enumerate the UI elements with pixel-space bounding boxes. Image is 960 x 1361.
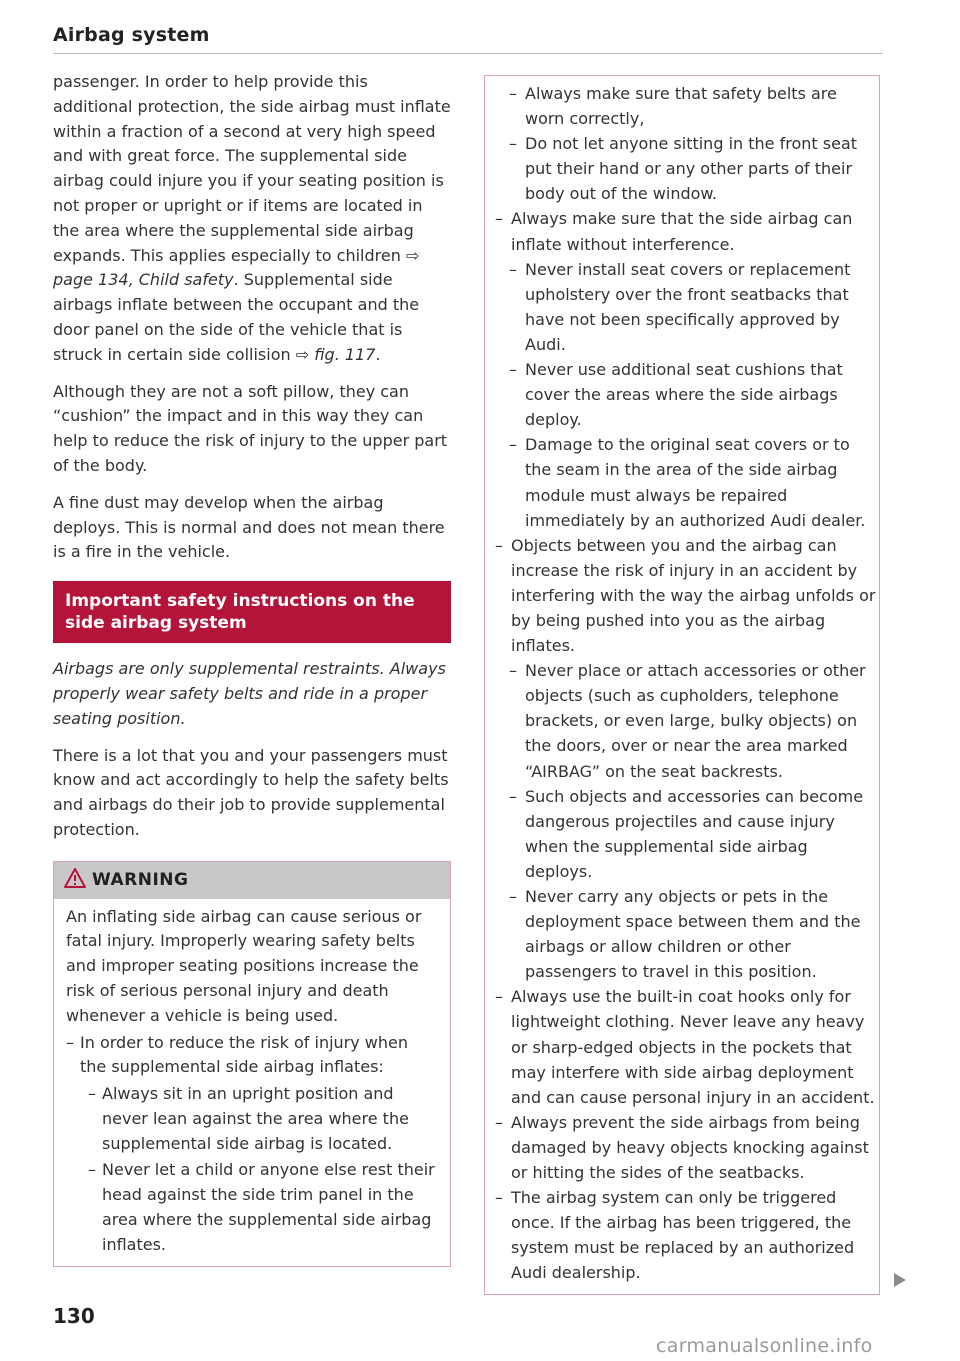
paragraph-text: . Supplemental side airbags inflate between the occupant and the door panel on the side of the vehicle that is struck in certain side collision [53, 270, 420, 364]
page-header [53, 24, 883, 54]
warning-triangle-icon [64, 868, 86, 888]
sub-bullet: – Such objects and accessories can become dangerous projectiles and cause injury when the supplemental side airbag deploys. [485, 784, 879, 884]
play-arrow-icon[interactable] [892, 1271, 908, 1289]
bullet: – The airbag system can only be triggered once. If the airbag has been triggered, the system must be replaced by an authorized Audi dealership. [485, 1185, 879, 1285]
sub-bullet: – Always make sure that safety belts are worn correctly, [485, 81, 879, 131]
warning-bullet: – In order to reduce the risk of injury when the supplemental side airbag inflates: [66, 1031, 438, 1081]
chapter-title: Airbag system [53, 24, 210, 46]
warning-box [53, 861, 451, 1267]
warning-continuation-box [484, 75, 880, 1295]
paragraph-fine-dust: A fine dust may develop when the airbag deploys. This is normal and does not mean there is a fire in the vehicle. [53, 492, 445, 562]
paragraph-passengers: There is a lot that you and your passengers must know and act accordingly to help the safety belts and airbags do their job to provide supplemental protection. [53, 745, 449, 839]
cross-reference-fig-117[interactable]: ⇨ fig. 117 [295, 344, 376, 364]
left-column [53, 70, 451, 1267]
section-lead: Airbags are only supplemental restraints. Always properly wear safety belts and ride in a proper seating position. [53, 659, 446, 728]
warning-intro: An inflating side airbag can cause serious or fatal injury. Improperly wearing safety belts and improper seating positions increase the risk of serious personal injury and death whenever a vehicle is being used. [66, 906, 422, 1025]
warning-body [54, 899, 450, 1266]
bullet: – Always prevent the side airbags from being damaged by heavy objects knocking against or hitting the sides of the seatbacks. [485, 1110, 879, 1185]
sub-bullet: – Never use additional seat cushions that cover the areas where the side airbags deploy. [485, 357, 879, 432]
section-heading: Important safety instructions on the side airbag system [53, 581, 451, 643]
paragraph-text: passenger. In order to help provide this additional protection, the side airbag must inflate within a fraction of a second at very high speed and with great force. The supplemental side airbag could injure you if your seating position is not proper or upright or if items are located in the area where the supplemental side airbag expands. This applies especially to children [53, 72, 451, 265]
warning-header [54, 862, 450, 899]
bullet: – Objects between you and the airbag can increase the risk of injury in an accident by interfering with the way the airbag unfolds or by being pushed into you as the airbag inflates. [485, 533, 879, 658]
page-number: 130 [53, 1304, 95, 1328]
warning-sub-bullet: – Never let a child or anyone else rest their head against the side trim panel in the area where the supplemental side airbag inflates. [66, 1158, 438, 1257]
sub-bullet: – Damage to the original seat covers or to the seam in the area of the side airbag module must always be repaired immediately by an authorized Audi dealer. [485, 432, 879, 532]
warning-sub-bullet: – Always sit in an upright position and never lean against the area where the supplemental side airbag is located. [66, 1082, 438, 1156]
sub-bullet: – Never place or attach accessories or other objects (such as cupholders, telephone brackets, or even large, bulky objects) on the doors, over or near the area marked “AIRBAG” on the seat backrests. [485, 658, 879, 783]
paragraph-text: . [375, 344, 381, 364]
sub-bullet: – Never install seat covers or replacement upholstery over the front seatbacks that have not been specifically approved by Audi. [485, 257, 879, 357]
warning-label: WARNING [92, 869, 189, 890]
paragraph-side-airbag-intro [53, 70, 451, 368]
bullet: – Always make sure that the side airbag can inflate without interference. [485, 206, 879, 256]
cross-reference-child-safety[interactable]: ⇨ page 134, Child safety [53, 245, 420, 290]
watermark: carmanualsonline.info [656, 1335, 873, 1357]
sub-bullet: – Never carry any objects or pets in the deployment space between them and the airbags or allow children or other passengers to travel in this position. [485, 884, 879, 984]
sub-bullet: – Do not let anyone sitting in the front seat put their hand or any other parts of their body out of the window. [485, 131, 879, 206]
bullet: – Always use the built-in coat hooks only for lightweight clothing. Never leave any heavy or sharp-edged objects in the pockets that may interfere with side airbag deployment and can cause personal injury in an accident. [485, 984, 879, 1109]
paragraph-cushion: Although they are not a soft pillow, they can “cushion” the impact and in this way they can help to reduce the risk of injury to the upper part of the body. [53, 381, 448, 475]
